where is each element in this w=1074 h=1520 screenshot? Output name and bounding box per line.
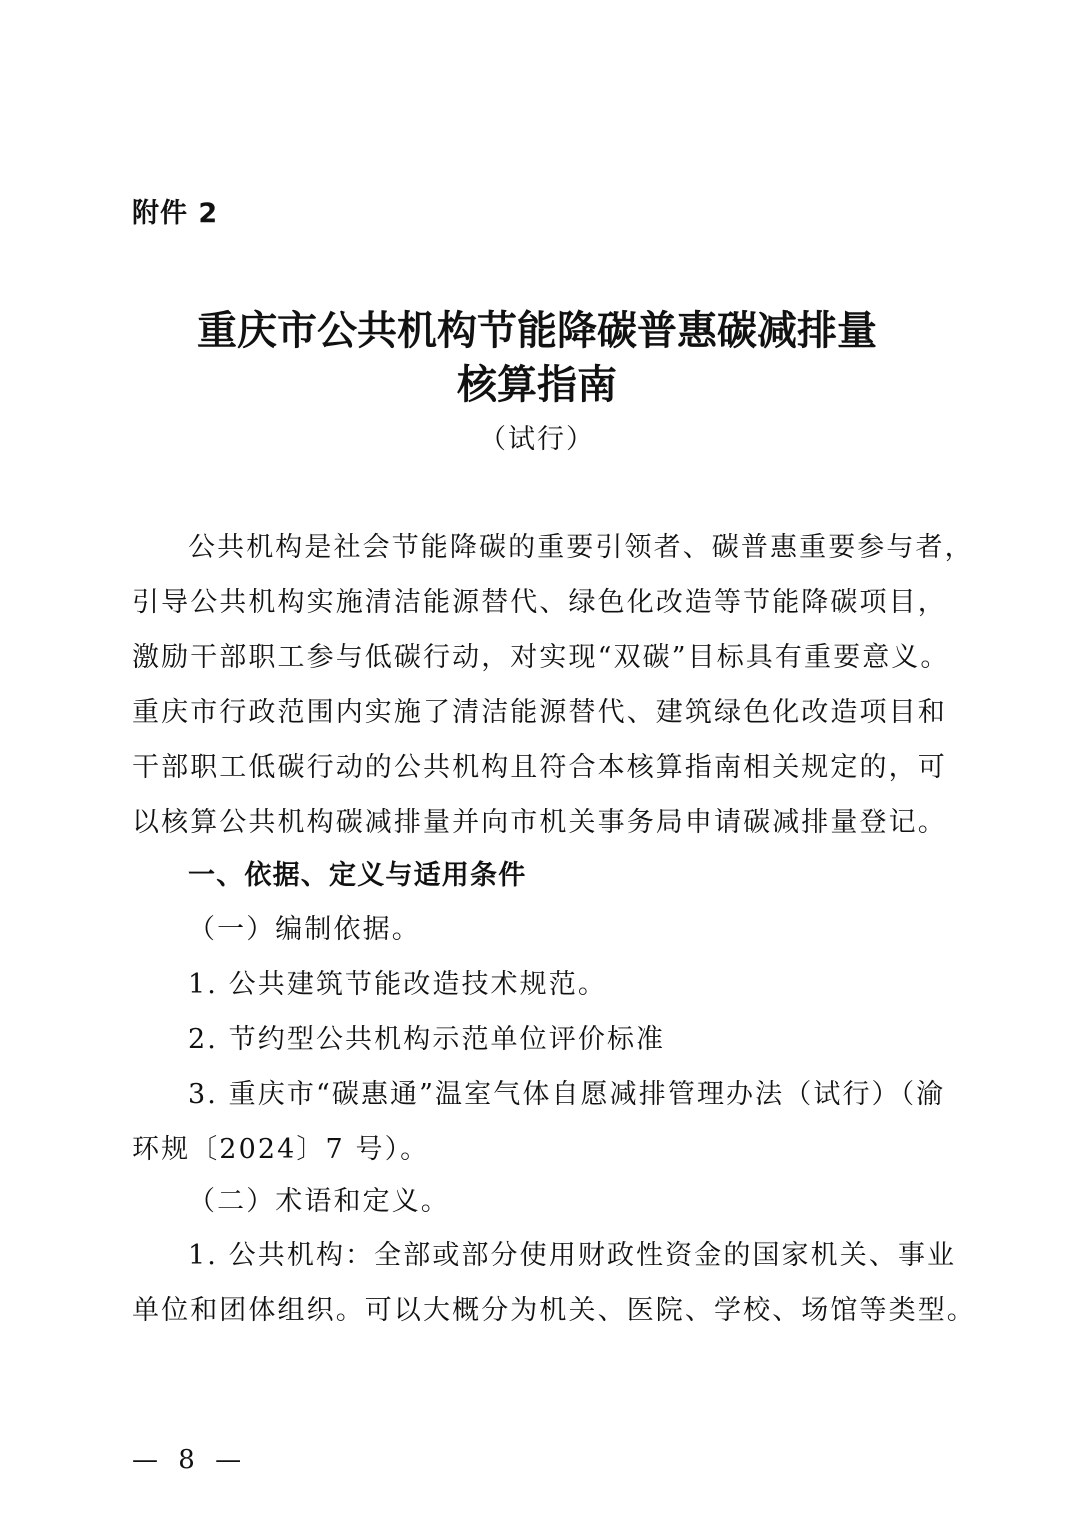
intro-line-3: 激励干部职工参与低碳行动，对实现“双碳”目标具有重要意义。: [132, 642, 950, 673]
subsection-heading-2: （二）术语和定义。: [188, 1186, 450, 1217]
basis-item-2: 2. 节约型公共机构示范单位评价标准: [188, 1024, 666, 1055]
page-number: — 8 —: [132, 1445, 248, 1475]
document-title-line-1: 重庆市公共机构节能降碳普惠碳减排量: [197, 307, 877, 354]
definition-1-line-2: 单位和团体组织。可以大概分为机关、医院、学校、场馆等类型。: [132, 1295, 976, 1326]
intro-line-5: 干部职工低碳行动的公共机构且符合本核算指南相关规定的，可: [132, 752, 947, 783]
document-subtitle: （试行）: [479, 424, 595, 455]
intro-line-4: 重庆市行政范围内实施了清洁能源替代、建筑绿色化改造项目和: [132, 697, 947, 728]
attachment-label: 附件 2: [132, 198, 219, 229]
basis-item-1: 1. 公共建筑节能改造技术规范。: [188, 969, 607, 1000]
intro-line-2: 引导公共机构实施清洁能源替代、绿色化改造等节能降碳项目，: [132, 587, 947, 618]
intro-line-1: 公共机构是社会节能降碳的重要引领者、碳普惠重要参与者，: [188, 532, 974, 563]
subsection-heading-1: （一）编制依据。: [188, 914, 421, 945]
intro-line-6: 以核算公共机构碳减排量并向市机关事务局申请碳减排量登记。: [132, 807, 947, 838]
section-heading-1: 一、依据、定义与适用条件: [188, 860, 527, 891]
definition-1-line-1: 1. 公共机构：全部或部分使用财政性资金的国家机关、事业: [188, 1240, 957, 1271]
document-title-line-2: 核算指南: [457, 361, 617, 408]
basis-item-3-continuation: 环规〔2024〕7 号）。: [132, 1134, 430, 1165]
basis-item-3: 3. 重庆市“碳惠通”温室气体自愿减排管理办法（试行）（渝: [188, 1079, 946, 1110]
